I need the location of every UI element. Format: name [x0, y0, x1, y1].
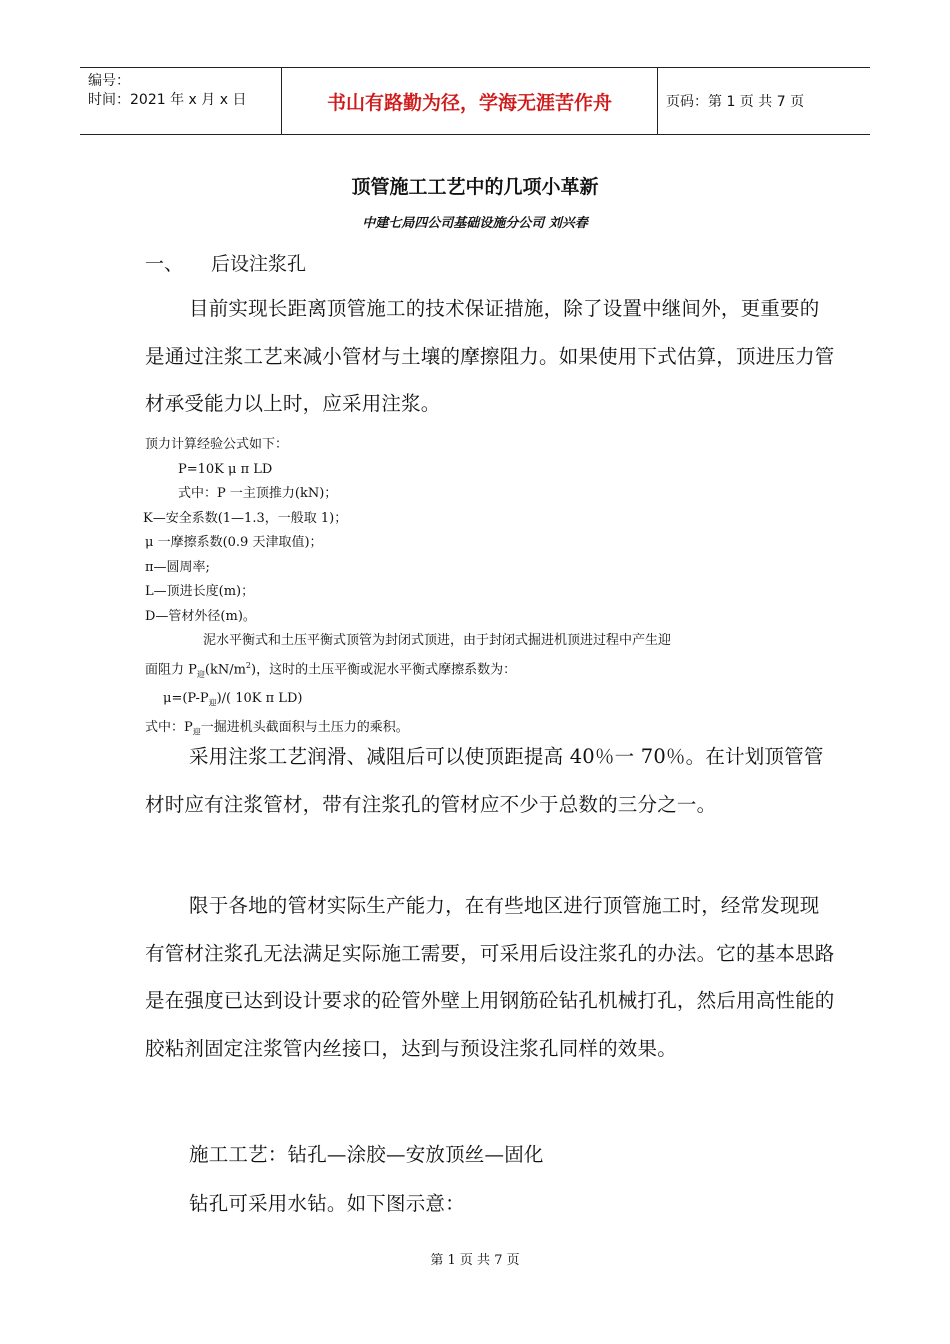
paragraph-3: 限于各地的管材实际生产能力，在有些地区进行顶管施工时，经常发现现有管材注浆孔无法满足实际施工需要，可采用后设注浆孔的办法。它的基本思路是在强度已达到设计要求的砼管外壁上用钢筋砼钻孔机械打孔，然后用高性能的胶粘剂固定注浆管内丝接口，达到与预设注浆孔同样的效果。: [145, 894, 835, 1060]
header-motto: 书山有路勤为径，学海无涯苦作舟: [282, 68, 658, 134]
document-title: 顶管施工工艺中的几项小革新: [351, 176, 599, 198]
formula-note-line2: 面阻力 $P_迎(kN/m^2)$，这时的土压平衡或泥水平衡式摩擦系数为：: [145, 660, 517, 679]
formula-note-line3: 式中：$P_迎$一掘进机头截面积与土压力的乘积。: [145, 720, 409, 737]
page-header: [80, 67, 870, 135]
serial-number: 编号：: [88, 73, 130, 89]
formula-var-l: L—顶进长度(m)；: [145, 584, 255, 599]
formula-note-line1: 泥水平衡式和土压平衡式顶管为封闭式顶进，由于封闭式掘进机顶进过程中产生迎: [203, 633, 672, 648]
section-number: 一、: [145, 253, 184, 275]
paragraph-2: 采用注浆工艺润滑、减阻后可以使顶距提高 40％一 70％。在计划顶管管材时应有注浆管材，带有注浆孔的管材应不少于总数的三分之一。: [145, 745, 824, 816]
paragraph-1: 目前实现长距离顶管施工的技术保证措施，除了设置中继间外，更重要的是通过注浆工艺来减小管材与土壤的摩擦阻力。如果使用下式估算，顶进压力管材承受能力以上时，应采用注浆。: [145, 297, 835, 415]
formula-equation: P=10K μ π LD: [178, 461, 273, 477]
document-author: 中建七局四公司基础设施分公司 刘兴春: [362, 216, 588, 231]
formula-var-p: 式中：P 一主顶推力(kN)；: [178, 486, 338, 501]
formula-intro: 顶力计算经验公式如下：: [145, 437, 289, 452]
formula-var-k: K—安全系数(1—1.3，一般取 1)；: [143, 510, 348, 526]
page-footer: 第 1 页 共 7 页: [430, 1253, 520, 1268]
formula-var-pi: π—圆周率;: [145, 559, 210, 575]
section-heading: [145, 249, 306, 276]
paragraph-5: 钻孔可采用水钻。如下图示意：: [189, 1192, 465, 1215]
formula-mu-equation: $\mu=(P-P_迎)/$( 10K π LD): [163, 690, 303, 708]
formula-block: [145, 433, 845, 745]
section-label: 后设注浆孔: [211, 253, 307, 275]
formula-var-mu: μ 一摩擦系数(0.9 天津取值)；: [145, 535, 323, 550]
paragraph-4: 施工工艺：钻孔—涂胶—安放顶丝—固化: [189, 1143, 544, 1166]
header-page-count: 页码：第 1 页 共 7 页: [666, 94, 805, 110]
header-meta: [80, 68, 282, 134]
formula-var-d: D—管材外径(m)。: [145, 608, 256, 624]
header-date: 时间：2021 年 x 月 x 日: [88, 92, 247, 108]
